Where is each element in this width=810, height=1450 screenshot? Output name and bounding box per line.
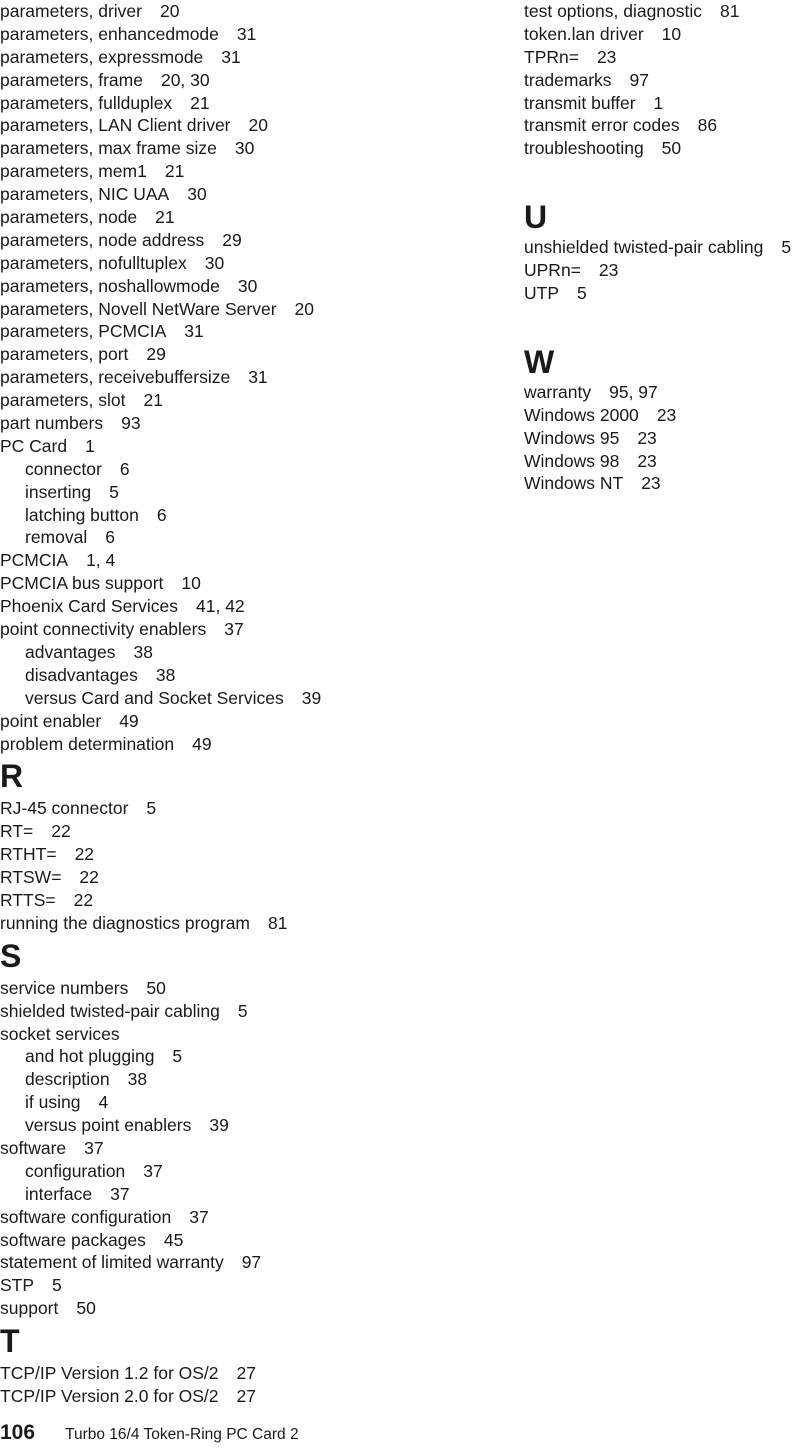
index-term: problem determination [0, 733, 175, 754]
index-column-right [524, 0, 810, 495]
index-term: unshielded twisted-pair cabling [524, 237, 764, 258]
page-reference: 27 [236, 1363, 256, 1384]
page-reference: 10 [181, 573, 201, 594]
index-term: parameters, fullduplex [0, 92, 173, 113]
page-reference: 38 [127, 1069, 148, 1090]
index-entry [0, 275, 500, 298]
page-reference: 10 [661, 23, 682, 44]
page-reference: 20, 30 [160, 69, 210, 90]
index-subentry [0, 1114, 500, 1137]
index-entry [0, 549, 500, 572]
index-term: point enabler [0, 710, 102, 731]
index-entry [0, 435, 500, 458]
index-letter-heading: S [0, 937, 22, 974]
index-term: PC Card [0, 435, 68, 456]
page-reference: 81 [720, 1, 740, 21]
index-entry [0, 389, 500, 412]
index-term: STP [0, 1275, 35, 1296]
index-entry [524, 236, 810, 259]
page-reference: 31 [236, 23, 257, 44]
index-entry [0, 618, 500, 641]
index-subentry [0, 1091, 500, 1114]
index-entry [0, 252, 500, 275]
index-entry [524, 259, 810, 282]
page-reference: 37 [110, 1183, 130, 1204]
index-entry [0, 298, 500, 321]
page-reference: 30 [204, 252, 225, 273]
page-reference: 49 [119, 710, 139, 731]
page-reference: 23 [637, 427, 657, 448]
index-term: parameters, node address [0, 229, 205, 250]
page-reference: 30 [237, 275, 258, 296]
index-term: parameters, LAN Client driver [0, 115, 231, 136]
page-reference: 97 [629, 69, 649, 90]
page-number: 106 [0, 1421, 36, 1444]
index-subentry [0, 458, 500, 481]
page-reference: 21 [190, 92, 210, 113]
index-term: Windows 95 [524, 427, 620, 448]
index-term: PCMCIA [0, 550, 69, 571]
index-entry [0, 1229, 500, 1252]
index-term: UTP [524, 283, 559, 304]
page-reference: 39 [301, 687, 322, 708]
index-term: token.lan driver [524, 23, 644, 44]
index-term: parameters, noshallowmode [0, 275, 220, 296]
index-subentry [0, 1160, 500, 1183]
index-term: parameters, driver [0, 1, 142, 21]
index-term: parameters, nofulltuplex [0, 252, 187, 273]
page-reference: 41, 42 [196, 596, 245, 617]
index-entry [524, 23, 810, 46]
page-reference: 39 [209, 1115, 229, 1136]
index-entry [524, 69, 810, 92]
page-reference: 5 [237, 1000, 248, 1021]
page-reference: 6 [105, 527, 115, 548]
index-term: Windows 2000 [524, 404, 639, 425]
index-entry [0, 69, 500, 92]
index-term: parameters, expressmode [0, 46, 204, 67]
index-term: latching button [25, 504, 139, 525]
index-entry [0, 320, 500, 343]
index-entry [0, 797, 500, 820]
index-entry [0, 912, 500, 935]
index-entry [0, 1137, 500, 1160]
page-reference: 22 [79, 867, 99, 888]
index-entry [0, 0, 500, 23]
index-term: parameters, mem1 [0, 161, 147, 182]
index-term: statement of limited warranty [0, 1252, 224, 1273]
page-reference: 37 [189, 1206, 209, 1227]
index-entry [0, 1000, 500, 1023]
page-reference: 23 [641, 473, 661, 494]
page-reference: 4 [98, 1092, 109, 1113]
page-reference: 6 [156, 504, 167, 525]
index-term: software configuration [0, 1206, 172, 1227]
page-reference: 20 [248, 115, 268, 136]
index-term: parameters, port [0, 344, 129, 365]
page-reference: 97 [241, 1252, 262, 1273]
index-term: test options, diagnostic [524, 1, 703, 21]
page-reference: 1 [85, 435, 95, 456]
index-term: socket services [0, 1023, 120, 1044]
index-term: PCMCIA bus support [0, 573, 164, 594]
index-letter-heading: T [0, 1323, 20, 1360]
page-reference: 5 [52, 1275, 62, 1296]
page-reference: 30 [234, 138, 255, 159]
index-term: RTTS= [0, 889, 56, 910]
page-reference: 38 [133, 641, 153, 662]
page-reference: 23 [656, 404, 677, 425]
index-entry [0, 1385, 500, 1408]
index-entry [524, 427, 810, 450]
page-reference: 23 [637, 450, 657, 471]
index-entry [0, 114, 500, 137]
index-term: shielded twisted-pair cabling [0, 1000, 220, 1021]
page-reference: 50 [661, 138, 682, 159]
index-entry [0, 92, 500, 115]
index-term: parameters, PCMCIA [0, 321, 167, 342]
index-term: TCP/IP Version 2.0 for OS/2 [0, 1385, 219, 1406]
index-entry [0, 866, 500, 889]
index-entry [524, 46, 810, 69]
book-title: Turbo 16/4 Token-Ring PC Card 2 [65, 1426, 299, 1443]
index-term: description [25, 1069, 110, 1090]
index-term: transmit error codes [524, 115, 680, 136]
index-term: trademarks [524, 69, 612, 90]
page-reference: 5 [172, 1046, 183, 1067]
page-reference: 93 [121, 413, 141, 434]
index-term: if using [25, 1092, 81, 1113]
index-term: UPRn= [524, 260, 581, 281]
index-subentry [0, 481, 500, 504]
index-entry [524, 282, 810, 305]
section-spacer [524, 160, 810, 188]
index-entry [0, 343, 500, 366]
index-entry [0, 843, 500, 866]
index-entry [0, 1206, 500, 1229]
index-term: parameters, receivebuffersize [0, 367, 231, 388]
index-subentry [0, 664, 500, 687]
page-reference: 21 [164, 161, 185, 182]
index-subentry [0, 526, 500, 549]
index-term: connector [25, 458, 102, 479]
index-term: advantages [25, 641, 116, 662]
page-reference: 20 [160, 1, 180, 21]
page-reference: 50 [146, 977, 166, 998]
index-entry [524, 404, 810, 427]
page-reference: 23 [596, 46, 617, 67]
page-reference: 37 [224, 619, 244, 640]
index-term: removal [25, 527, 88, 548]
index-letter-heading: W [524, 343, 555, 380]
index-term: inserting [25, 481, 92, 502]
index-term: part numbers [0, 413, 104, 434]
index-entry [0, 572, 500, 595]
index-term: parameters, slot [0, 390, 126, 411]
index-entry [0, 23, 500, 46]
index-term: interface [25, 1183, 93, 1204]
index-entry [0, 137, 500, 160]
index-entry [524, 114, 810, 137]
index-term: parameters, max frame size [0, 138, 217, 159]
index-entry [0, 412, 500, 435]
index-term: RTSW= [0, 867, 62, 888]
page-reference: 21 [155, 207, 175, 228]
page-reference: 5 [146, 798, 157, 819]
index-term: Phoenix Card Services [0, 596, 178, 617]
index-subentry [0, 1045, 500, 1068]
page-reference: 1 [653, 92, 664, 113]
index-term: parameters, NIC UAA [0, 184, 170, 205]
page-reference: 38 [155, 664, 176, 685]
page-reference: 5 [577, 283, 587, 304]
index-term: running the diagnostics program [0, 912, 251, 933]
page-reference: 30 [187, 184, 207, 205]
index-term: RT= [0, 821, 34, 842]
page-reference: 22 [74, 844, 95, 865]
index-entry [0, 183, 500, 206]
page-reference: 1, 4 [86, 550, 116, 571]
index-term: software [0, 1137, 67, 1158]
index-letter-heading: R [0, 758, 24, 795]
index-entry [0, 160, 500, 183]
page-reference: 37 [143, 1160, 163, 1181]
index-entry [524, 92, 810, 115]
index-term: parameters, frame [0, 69, 143, 90]
index-term: transmit buffer [524, 92, 636, 113]
page-reference: 37 [84, 1137, 104, 1158]
index-entry [524, 450, 810, 473]
index-term: service numbers [0, 977, 129, 998]
index-term: versus Card and Socket Services [25, 687, 284, 708]
page-reference: 49 [192, 733, 212, 754]
index-term: support [0, 1298, 59, 1319]
index-term: parameters, node [0, 207, 138, 228]
index-term: configuration [25, 1160, 126, 1181]
page-reference: 29 [222, 229, 242, 250]
page-reference: 20 [294, 298, 314, 319]
index-entry [0, 733, 500, 756]
index-letter-heading: U [524, 199, 548, 236]
index-entry [0, 1297, 500, 1320]
page-reference: 21 [143, 390, 163, 411]
page-reference: 31 [248, 367, 268, 388]
index-term: troubleshooting [524, 138, 644, 159]
page-reference: 5 [781, 237, 792, 258]
page-reference: 22 [51, 821, 71, 842]
index-term: RTHT= [0, 844, 57, 865]
index-term: TPRn= [524, 46, 579, 67]
page-reference: 31 [184, 321, 204, 342]
index-entry [0, 206, 500, 229]
index-term: Windows NT [524, 473, 624, 494]
index-term: software packages [0, 1229, 146, 1250]
page-reference: 50 [76, 1298, 96, 1319]
index-entry [0, 1251, 500, 1274]
index-term: warranty [524, 381, 592, 402]
index-entry [524, 137, 810, 160]
index-entry [0, 1023, 500, 1046]
page-reference: 81 [268, 912, 288, 933]
index-entry [524, 0, 810, 23]
index-term: parameters, Novell NetWare Server [0, 298, 277, 319]
page-reference: 23 [598, 260, 619, 281]
page-reference: 5 [109, 481, 119, 502]
index-term: disadvantages [25, 664, 138, 685]
index-term: and hot plugging [25, 1046, 155, 1067]
index-entry [0, 820, 500, 843]
page-reference: 27 [236, 1385, 256, 1406]
index-term: RJ-45 connector [0, 798, 129, 819]
index-term: TCP/IP Version 1.2 for OS/2 [0, 1363, 219, 1384]
index-entry [0, 46, 500, 69]
index-subentry [0, 641, 500, 664]
index-entry [0, 889, 500, 912]
page-reference: 86 [697, 115, 718, 136]
page-reference: 45 [163, 1229, 184, 1250]
index-subentry [0, 687, 500, 710]
index-term: point connectivity enablers [0, 619, 207, 640]
index-entry [0, 595, 500, 618]
page-reference: 95, 97 [609, 381, 658, 402]
index-entry [0, 1274, 500, 1297]
index-term: versus point enablers [25, 1115, 192, 1136]
index-subentry [0, 1183, 500, 1206]
index-entry [0, 977, 500, 1000]
index-entry [0, 366, 500, 389]
index-subentry [0, 504, 500, 527]
index-entry [0, 710, 500, 733]
page-reference: 29 [146, 344, 166, 365]
page-reference: 31 [221, 46, 241, 67]
index-term: parameters, enhancedmode [0, 23, 219, 44]
page-reference: 22 [73, 889, 94, 910]
index-entry [524, 472, 810, 495]
index-subentry [0, 1068, 500, 1091]
index-entry [0, 1362, 500, 1385]
index-term: Windows 98 [524, 450, 620, 471]
index-entry [524, 381, 810, 404]
page-reference: 6 [119, 458, 130, 479]
index-entry [0, 229, 500, 252]
section-spacer [524, 305, 810, 333]
